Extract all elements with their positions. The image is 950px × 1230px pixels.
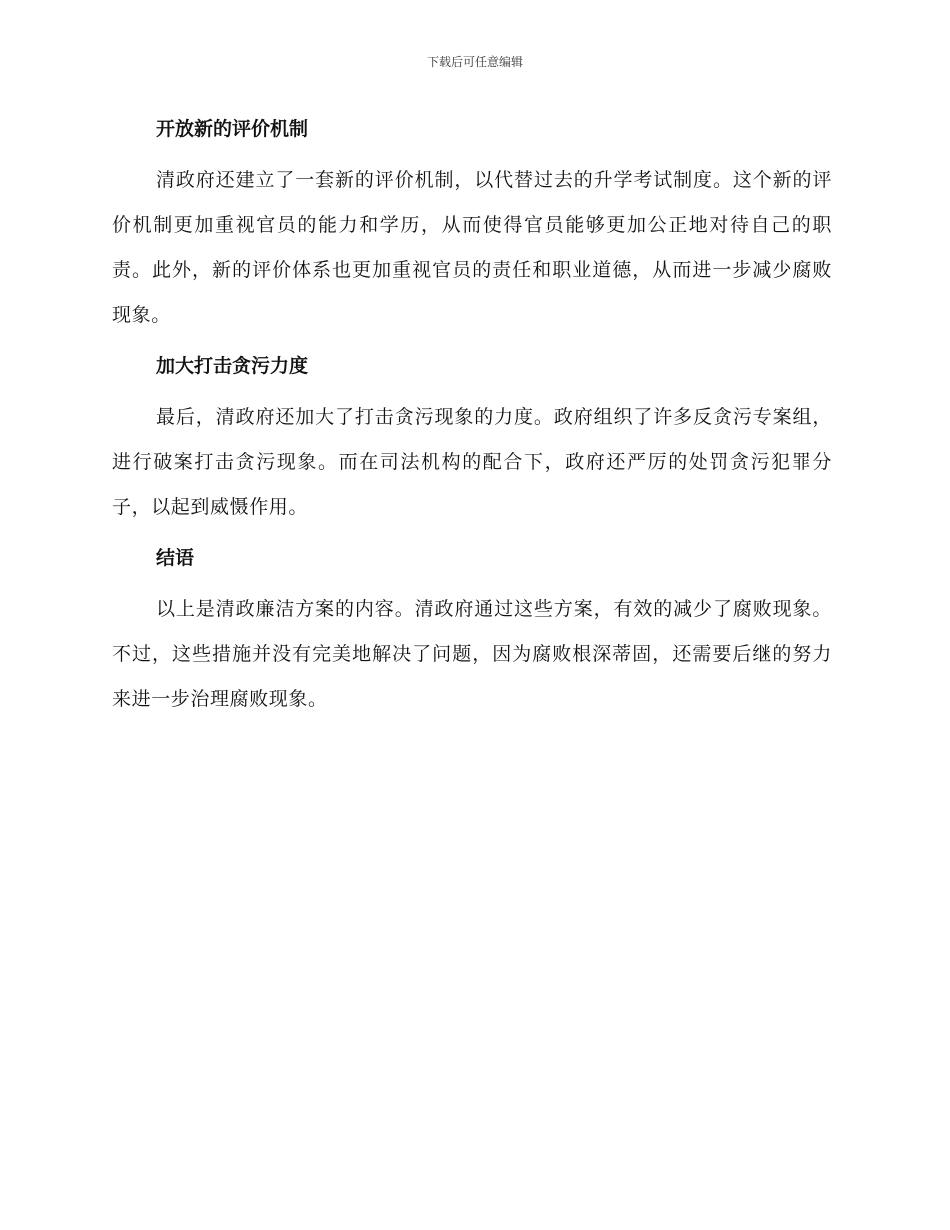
section-heading: 加大打击贪污力度: [156, 355, 309, 377]
page-header: 下载后可任意编辑: [426, 55, 523, 69]
section-anti-corruption: [112, 349, 832, 530]
section-evaluation-mechanism: [112, 112, 832, 338]
section-heading: 结语: [156, 547, 195, 569]
section-paragraph: 清政府还建立了一套新的评价机制，以代替过去的升学考试制度。这个新的评价机制更加重视官员的能力和学历，从而使得官员能够更加公正地对待自己的职责。此外，新的评价体系也更加重视官员的责任和职业道德，从而进一步减少腐败现象。: [112, 169, 832, 326]
section-paragraph: 以上是清政廉洁方案的内容。清政府通过这些方案，有效的减少了腐败现象。不过，这些措施并没有完美地解决了问题，因为腐败根深蒂固，还需要后继的努力来进一步治理腐败现象。: [112, 598, 832, 710]
section-paragraph: 最后，清政府还加大了打击贪污现象的力度。政府组织了许多反贪污专案组，进行破案打击贪污现象。而在司法机构的配合下，政府还严厉的处罚贪污犯罪分子，以起到威慑作用。: [112, 406, 832, 518]
section-conclusion: [112, 541, 832, 722]
section-heading: 开放新的评价机制: [156, 118, 309, 140]
document-body: [112, 112, 832, 722]
